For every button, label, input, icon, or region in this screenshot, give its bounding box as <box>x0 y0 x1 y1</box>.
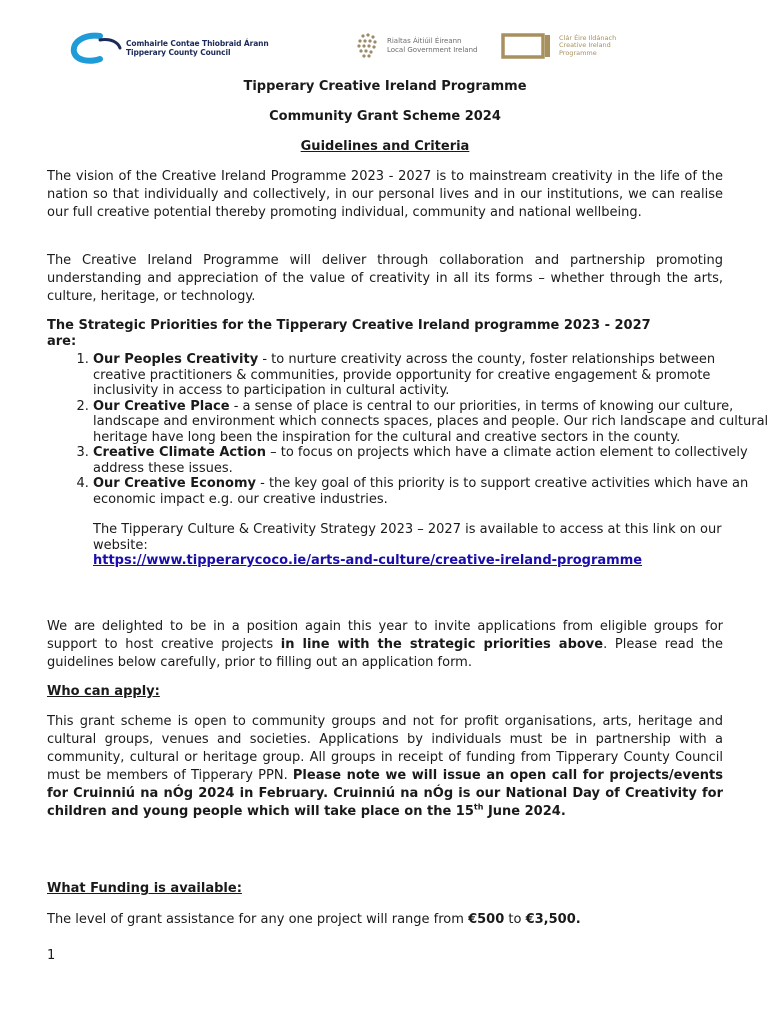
tcc-logo-line1: Comhairle Contae Thiobraid Árann <box>126 39 269 48</box>
page-number: 1 <box>47 948 56 963</box>
who-can-apply-heading: Who can apply: <box>47 684 160 699</box>
priority-label: Our Creative Place <box>93 398 230 414</box>
ci-logo-line1: Clár Éire Ildánach <box>559 33 617 42</box>
invite-paragraph <box>47 618 723 672</box>
funding-paragraph <box>47 911 723 929</box>
strategy-note <box>93 522 769 569</box>
scheme-title: Community Grant Scheme 2024 <box>269 109 501 124</box>
strategy-link[interactable]: https://www.tipperarycoco.ie/arts-and-culture/creative-ireland-programme <box>93 553 643 568</box>
harp-dots-icon <box>355 32 381 60</box>
funding-min: €500 <box>468 912 505 927</box>
vision-paragraph: The vision of the Creative Ireland Programme 2023 - 2027 is to mainstream creativity in the life of the nation so that individually and collectively, in our personal lives and in our institutions, we can realise our full creative potential thereby promoting individual, community and national wellbeing. <box>47 169 723 220</box>
list-item <box>93 399 769 446</box>
funding-text: The level of grant assistance for any one project will range from <box>47 912 469 927</box>
who-bold-text: Please note we will issue an open call for projects/events for Cruinniú na nÓg 2024 in February. Cruinniú na nÓg is our National Day of Creativity for children and young people which will take place on the 15 <box>47 768 723 819</box>
creative-ireland-logo <box>501 32 616 60</box>
invite-bold: in line with the strategic priorities above <box>280 637 604 652</box>
priority-text: - the key goal of this priority is to support creative activities which have an economic impact e.g. our creative industries. <box>93 476 749 507</box>
invite-text: We are delighted to be in a position again this year to invite applications from eligible groups for support to host creative projects <box>47 619 723 652</box>
priority-label: Creative Climate Action <box>93 445 266 460</box>
priority-text: - a sense of place is central to our priorities, in terms of knowing our culture, landscape and environment which connects spaces, places and people. Our rich landscape and cultural heritage have long been the inspiration for the cultural and creative sectors in the county. <box>93 398 769 445</box>
priority-text: - to nurture creativity across the county, foster relationships between creative practitioners & communities, provide opportunity for creative engagement & promote inclusivity in access to participation in cultural activity. <box>93 352 716 398</box>
delivery-paragraph: The Creative Ireland Programme will deliver through collaboration and partnership promoting understanding and appreciation of the value of creativity in all its forms – whether through the arts, culture, heritage, or technology. <box>47 253 723 304</box>
gov-logo-line2: Local Government Ireland <box>387 46 478 54</box>
priority-text: – to focus on projects which have a climate action element to collectively address these issues. <box>93 445 748 476</box>
ci-logo-line2: Creative Ireland <box>559 41 611 50</box>
who-bold-end: June 2024. <box>483 804 566 819</box>
tipperary-county-council-logo <box>70 32 269 64</box>
invite-text-end: . Please read the guidelines below carefully, prior to filling out an application form. <box>47 637 724 670</box>
local-government-ireland-logo <box>355 32 477 60</box>
tcc-swirl-icon <box>70 32 122 64</box>
header-logos <box>70 28 630 68</box>
list-item <box>93 476 769 569</box>
priority-label: Our Creative Economy <box>93 476 256 491</box>
gov-logo-line1: Rialtas Áitiúil Éireann <box>387 37 462 45</box>
priority-label: Our Peoples Creativity <box>93 352 259 367</box>
creative-ireland-frame-icon <box>501 32 553 60</box>
funding-heading: What Funding is available: <box>47 881 242 896</box>
list-item <box>93 352 769 399</box>
priorities-list <box>47 352 769 569</box>
strategy-text: The Tipperary Culture & Creativity Strategy 2023 – 2027 is available to access at this link on our website: <box>93 522 722 553</box>
tcc-logo-line2: Tipperary County Council <box>126 48 231 57</box>
list-item <box>93 445 769 476</box>
who-can-apply-paragraph <box>47 713 723 821</box>
funding-max: €3,500. <box>525 912 581 927</box>
guidelines-title: Guidelines and Criteria <box>300 139 470 154</box>
priorities-heading: The Strategic Priorities for the Tipperary Creative Ireland programme 2023 - 2027 are: <box>47 318 651 349</box>
date-ordinal: th <box>473 802 484 812</box>
programme-title: Tipperary Creative Ireland Programme <box>243 79 527 94</box>
ci-logo-line3: Programme <box>559 48 597 57</box>
who-text: This grant scheme is open to community groups and not for profit organisations, arts, heritage and cultural groups, venues and societies. Applications by individuals must be in partnership with a community, cultural or heritage group. All groups in receipt of funding from Tipperary County Council must be members of Tipperary PPN. <box>47 714 723 783</box>
funding-to: to <box>504 912 526 927</box>
